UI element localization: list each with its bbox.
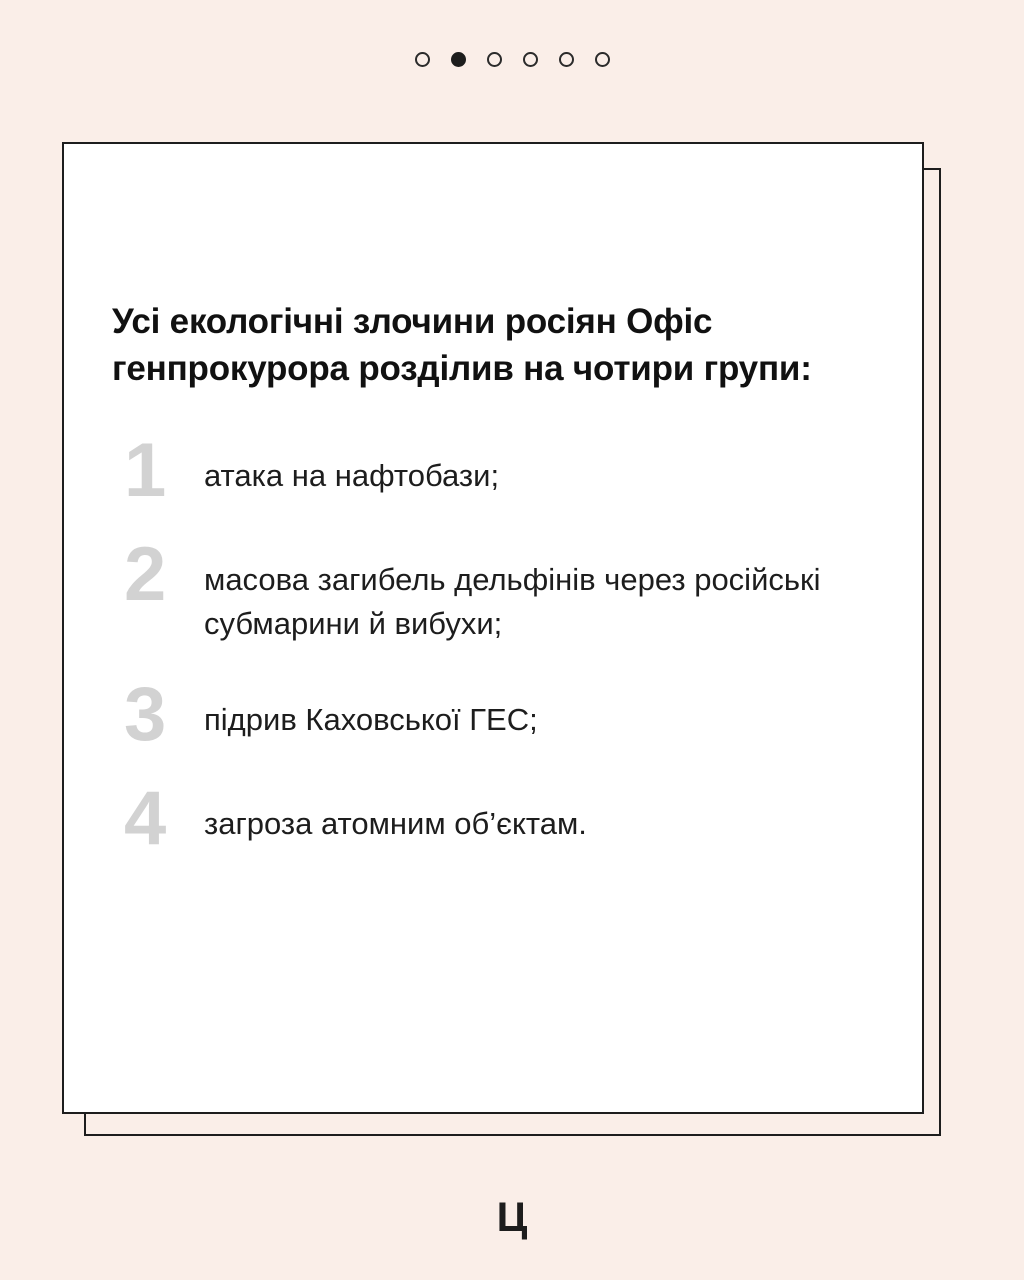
list-item-label: атака на нафтобази; xyxy=(204,458,500,494)
list-item xyxy=(112,672,880,758)
list-item-number: 3 xyxy=(124,672,167,758)
page-title: Усі екологічні злочини росіян Офіс генпрокурора розділив на чотири групи: xyxy=(112,302,812,388)
list-item-label: масова загибель дельфінів через російські субмарини й вибухи; xyxy=(204,562,821,642)
pagination-dot-3[interactable] xyxy=(487,52,502,67)
brand-logo: Ц xyxy=(496,1193,528,1240)
list-item-number: 1 xyxy=(124,428,167,514)
list-item-number: 4 xyxy=(124,775,167,861)
list-item xyxy=(112,428,880,514)
pagination-dots[interactable] xyxy=(0,52,1024,67)
pagination-dot-4[interactable] xyxy=(523,52,538,67)
numbered-list xyxy=(112,428,880,861)
list-item xyxy=(112,532,880,646)
card-inner xyxy=(112,299,880,861)
list-item-label: підрив Каховської ГЕС; xyxy=(204,702,538,738)
list-item-number: 2 xyxy=(124,532,167,617)
pagination-dot-5[interactable] xyxy=(559,52,574,67)
list-item-label: загроза атомним об’єктам. xyxy=(204,805,587,841)
pagination-dot-2[interactable] xyxy=(451,52,466,67)
list-item xyxy=(112,775,880,861)
content-card xyxy=(62,142,924,1114)
pagination-dot-1[interactable] xyxy=(415,52,430,67)
pagination-dot-6[interactable] xyxy=(595,52,610,67)
